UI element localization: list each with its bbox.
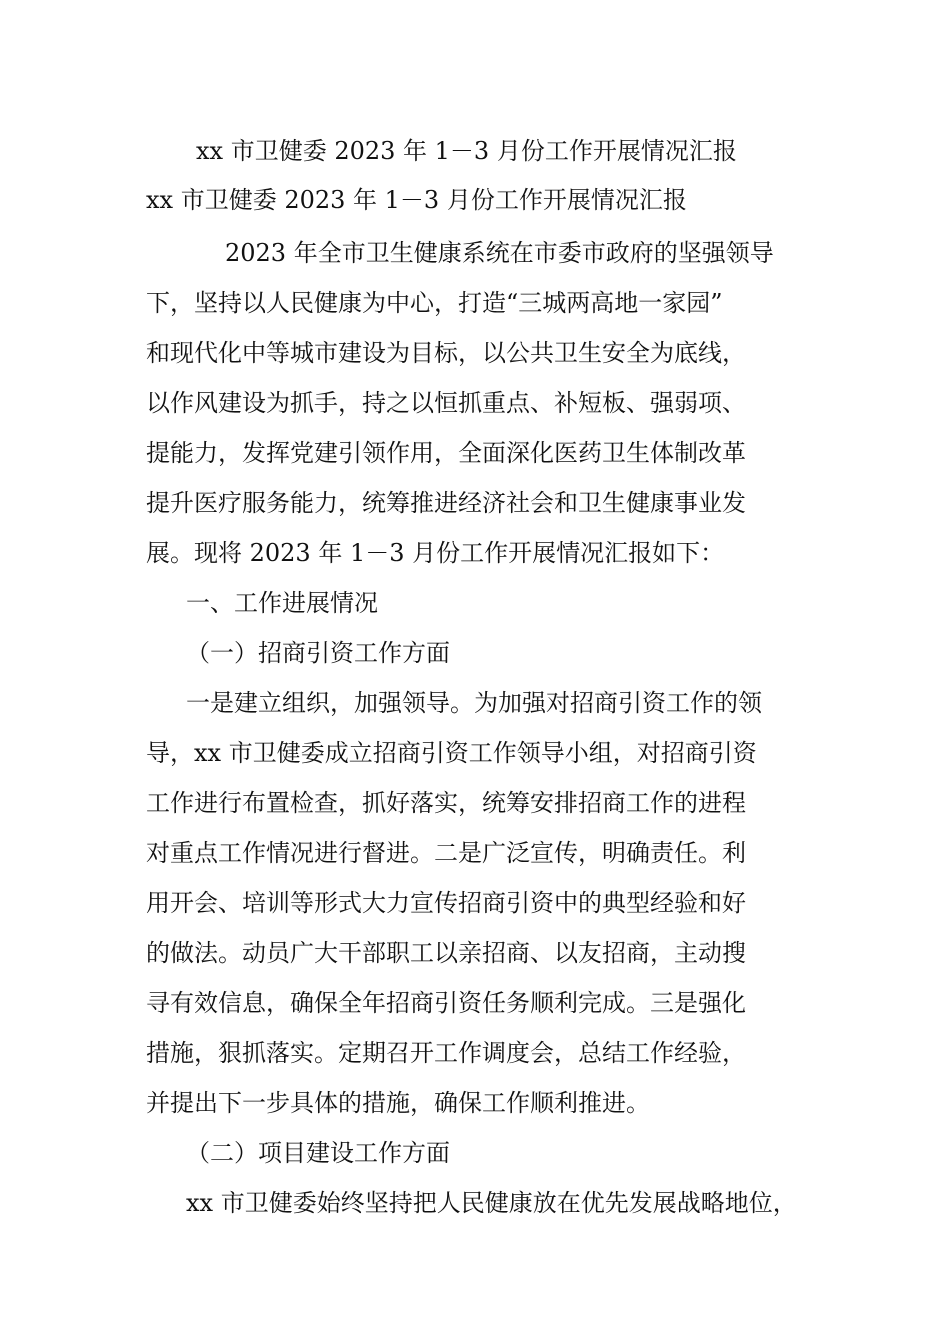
paragraph-line: 导，xx 市卫健委成立招商引资工作领导小组，对招商引资	[146, 739, 757, 767]
subsection-heading: （二）项目建设工作方面	[186, 1139, 450, 1167]
section-heading: 一、工作进展情况	[186, 589, 378, 617]
paragraph-line: 寻有效信息，确保全年招商引资任务顺利完成。三是强化	[146, 989, 746, 1017]
intro-line: 和现代化中等城市建设为目标，以公共卫生安全为底线，	[146, 339, 746, 367]
intro-line: 展。现将 2023 年 1－3 月份工作开展情况汇报如下：	[146, 539, 725, 567]
paragraph-line: 的做法。动员广大干部职工以亲招商、以友招商，主动搜	[146, 939, 746, 967]
document-title: xx 市卫健委 2023 年 1－3 月份工作开展情况汇报	[196, 137, 737, 165]
intro-line: 以作风建设为抓手，持之以恒抓重点、补短板、强弱项、	[146, 389, 746, 417]
intro-line: 提升医疗服务能力，统筹推进经济社会和卫生健康事业发	[146, 489, 746, 517]
intro-line: 提能力，发挥党建引领作用，全面深化医药卫生体制改革	[146, 439, 746, 467]
intro-line: 下，坚持以人民健康为中心，打造“三城两高地一家园”	[146, 289, 723, 317]
document-subtitle: xx 市卫健委 2023 年 1－3 月份工作开展情况汇报	[146, 186, 687, 214]
subsection-heading: （一）招商引资工作方面	[186, 639, 450, 667]
paragraph-line: 用开会、培训等形式大力宣传招商引资中的典型经验和好	[146, 889, 746, 917]
paragraph-line: 措施，狠抓落实。定期召开工作调度会，总结工作经验，	[146, 1039, 746, 1067]
intro-line: 2023 年全市卫生健康系统在市委市政府的坚强领导	[225, 239, 774, 267]
paragraph-line: 并提出下一步具体的措施，确保工作顺利推进。	[146, 1089, 650, 1117]
paragraph-line: 工作进行布置检查，抓好落实，统筹安排招商工作的进程	[146, 789, 746, 817]
paragraph-line: 对重点工作情况进行督进。二是广泛宣传，明确责任。利	[146, 839, 746, 867]
paragraph-line: 一是建立组织，加强领导。为加强对招商引资工作的领	[186, 689, 762, 717]
paragraph-line: xx 市卫健委始终坚持把人民健康放在优先发展战略地位，	[186, 1189, 797, 1217]
